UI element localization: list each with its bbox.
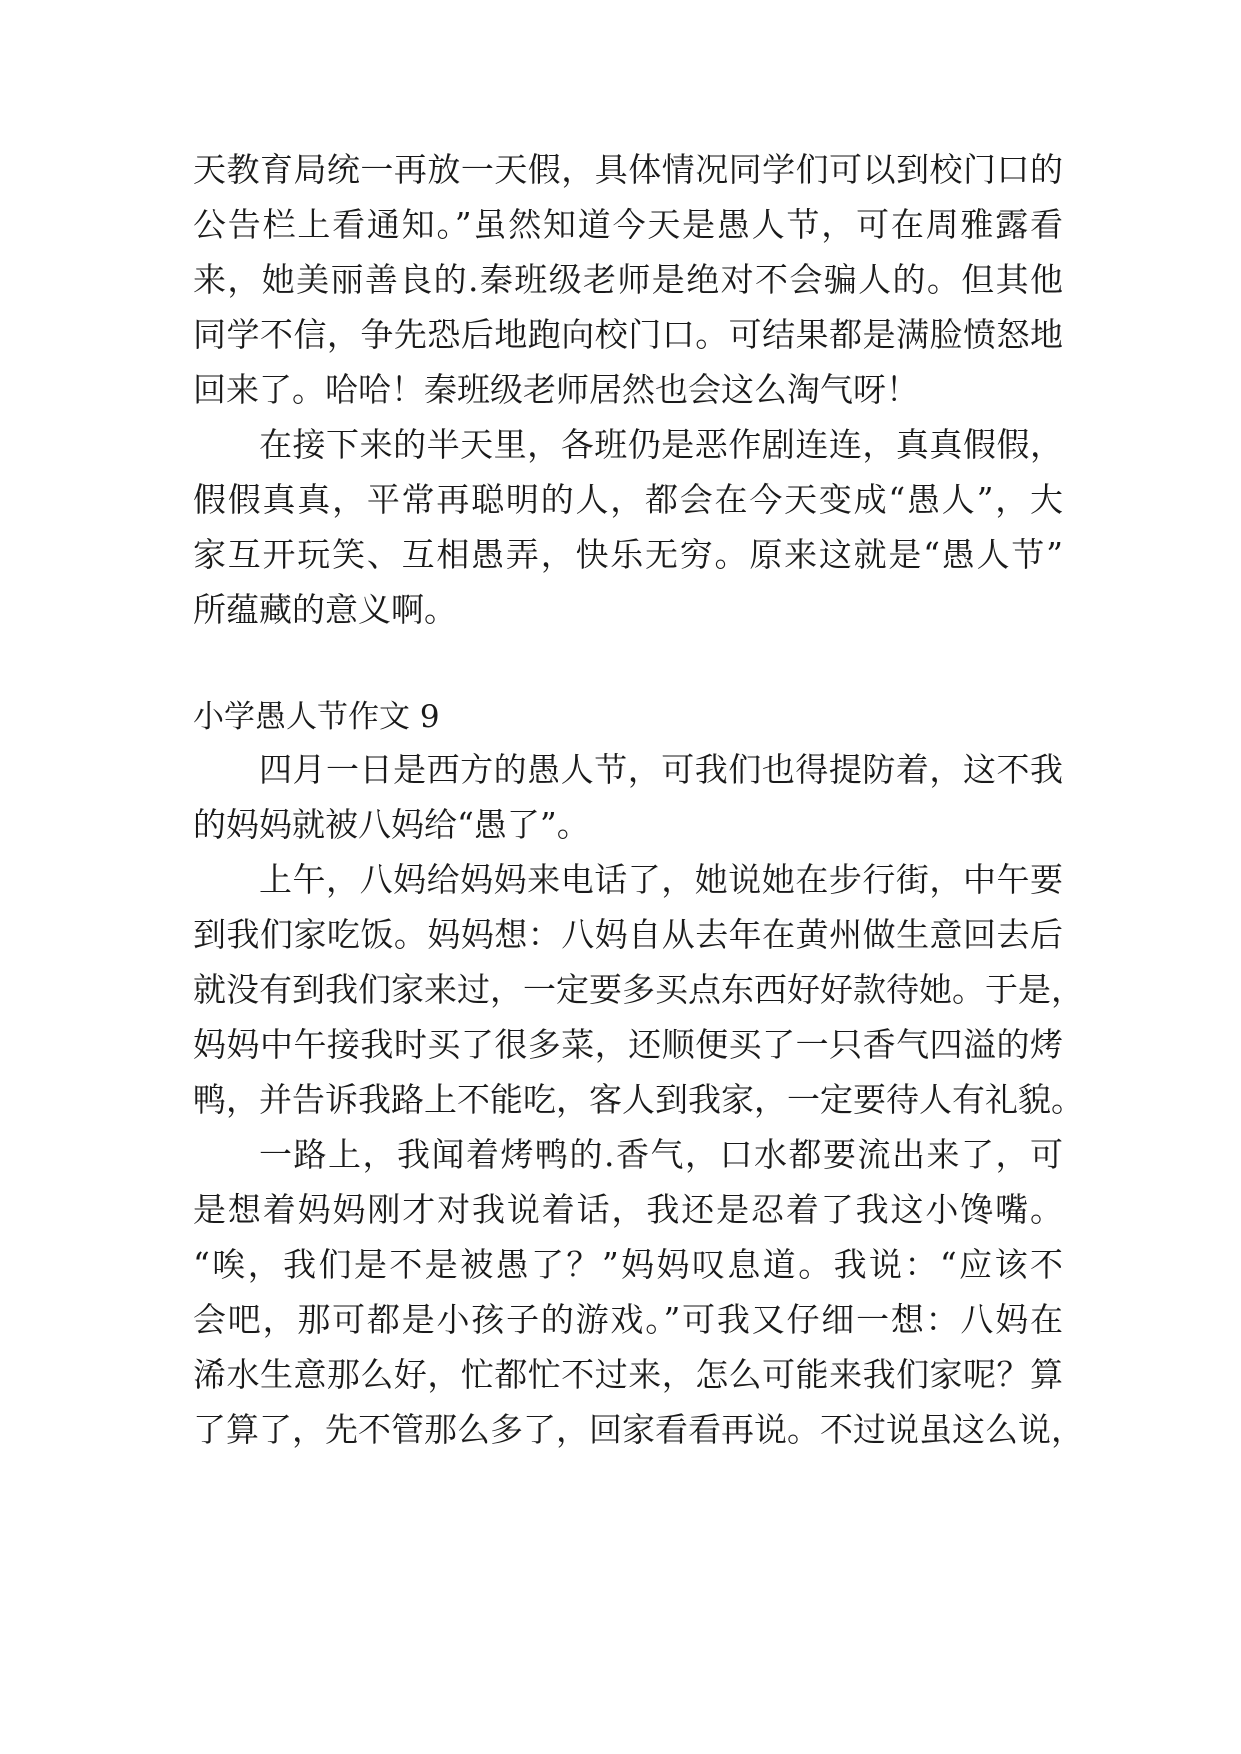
text-line: “唉，我们是不是被愚了？”妈妈叹息道。我说：“应该不 [193,1245,1063,1284]
text-line: 四月一日是西方的愚人节，可我们也得提防着，这不我 [259,750,1063,789]
text-line: 了算了，先不管那么多了，回家看看再说。不过说虽这么说， [193,1410,1084,1449]
text-line: 到我们家吃饭。妈妈想：八妈自从去年在黄州做生意回去后 [193,915,1063,954]
text-line: 上午，八妈给妈妈来电话了，她说她在步行街，中午要 [259,860,1063,899]
text-line: 的妈妈就被八妈给“愚了”。 [193,805,590,844]
text-line: 回来了。哈哈！秦班级老师居然也会这么淘气呀！ [193,370,919,409]
text-line: 妈妈中午接我时买了很多菜，还顺便买了一只香气四溢的烤 [193,1025,1063,1064]
section-heading: 小学愚人节作文 9 [193,699,440,735]
text-line: 所蕴藏的意义啊。 [193,590,457,629]
text-line: 鸭，并告诉我路上不能吃，客人到我家，一定要待人有礼貌。 [193,1080,1084,1119]
text-line: 假假真真，平常再聪明的人，都会在今天变成“愚人”，大 [193,480,1063,519]
text-line: 家互开玩笑、互相愚弄，快乐无穷。原来这就是“愚人节” [193,535,1063,574]
text-line: 浠水生意那么好，忙都忙不过来，怎么可能来我们家呢？算 [193,1355,1063,1394]
text-line: 公告栏上看通知。”虽然知道今天是愚人节，可在周雅露看 [193,205,1063,244]
text-line: 同学不信，争先恐后地跑向校门口。可结果都是满脸愤怒地 [193,315,1063,354]
text-line: 天教育局统一再放一天假，具体情况同学们可以到校门口的 [193,150,1063,189]
text-line: 来，她美丽善良的.秦班级老师是绝对不会骗人的。但其他 [193,260,1063,299]
text-line: 是想着妈妈刚才对我说着话，我还是忍着了我这小馋嘴。 [193,1190,1063,1229]
text-line: 就没有到我们家来过，一定要多买点东西好好款待她。于是， [193,970,1084,1009]
text-line: 在接下来的半天里，各班仍是恶作剧连连，真真假假， [259,425,1063,464]
text-line: 一路上，我闻着烤鸭的.香气，口水都要流出来了，可 [259,1135,1063,1174]
text-line: 会吧，那可都是小孩子的游戏。”可我又仔细一想：八妈在 [193,1300,1063,1339]
